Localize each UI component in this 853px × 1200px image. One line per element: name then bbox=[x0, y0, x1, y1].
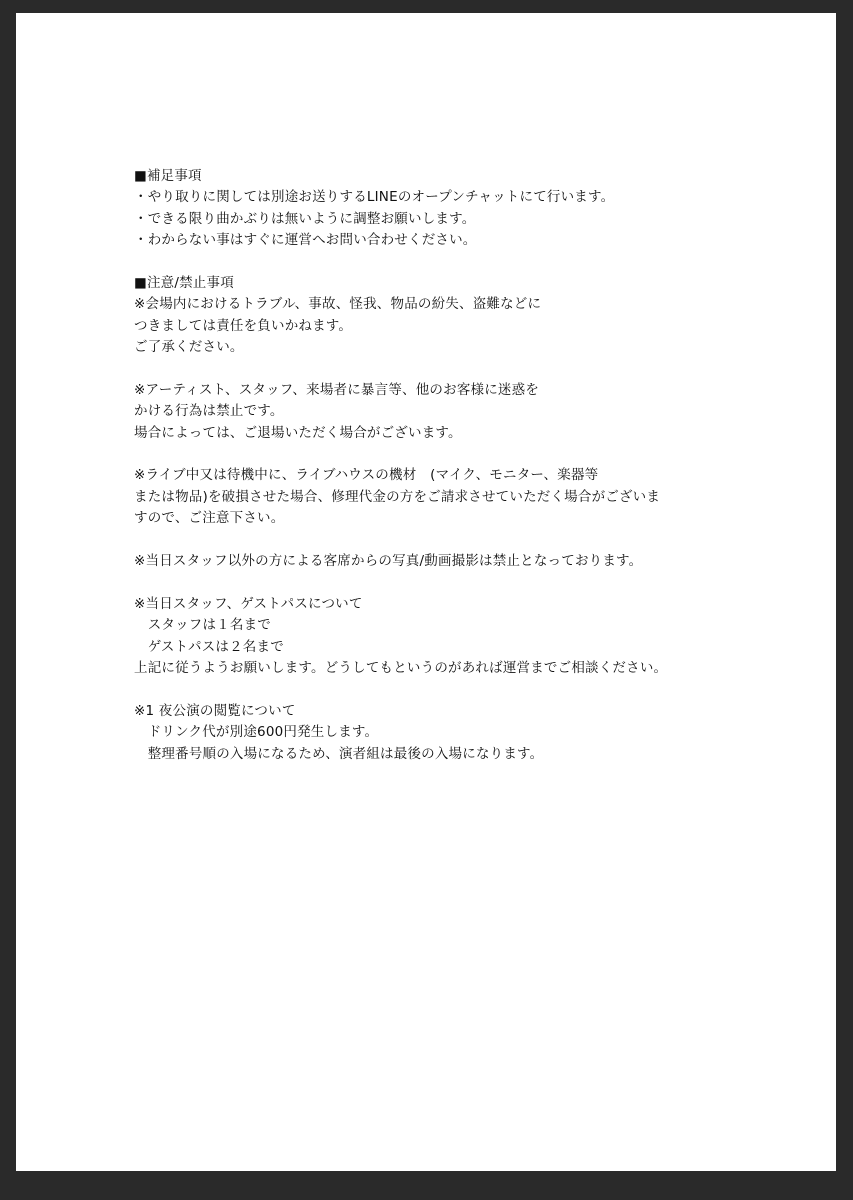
text-line: 場合によっては、ご退場いただく場合がございます。 bbox=[134, 424, 462, 441]
text-line: 整理番号順の入場になるため、演者組は最後の入場になります。 bbox=[134, 745, 544, 762]
spacer bbox=[134, 572, 824, 593]
text-line: ※当日スタッフ、ゲストパスについて bbox=[134, 595, 363, 612]
section-supplementary bbox=[134, 166, 824, 252]
text-line: または物品)を破損させた場合、修理代金の方をご請求させていただく場合がございま bbox=[134, 488, 661, 505]
text-line: ドリンク代が別途600円発生します。 bbox=[134, 724, 379, 741]
text-line: ・できる限り曲かぶりは無いように調整お願いします。 bbox=[134, 210, 476, 227]
text-line: ※ライブ中又は待機中に、ライブハウスの機材 (マイク、モニター、楽器等 bbox=[134, 467, 599, 484]
note-abuse bbox=[134, 380, 824, 444]
text-line: ・やり取りに関しては別途お送りするLINEのオープンチャットにて行います。 bbox=[134, 189, 615, 206]
spacer bbox=[134, 444, 824, 465]
text-line: ご了承ください。 bbox=[134, 339, 244, 356]
text-line: ※当日スタッフ以外の方による客席からの写真/動画撮影は禁止となっております。 bbox=[134, 553, 643, 570]
spacer bbox=[134, 679, 824, 700]
text-line: すので、ご注意下さい。 bbox=[134, 510, 285, 527]
text-line: つきましては責任を負いかねます。 bbox=[134, 317, 353, 334]
text-line: ※アーティスト、スタッフ、来場者に暴言等、他のお客様に迷惑を bbox=[134, 381, 540, 398]
text-line: ゲストパスは２名まで bbox=[134, 638, 284, 655]
text-line: かける行為は禁止です。 bbox=[134, 403, 284, 420]
document-page bbox=[16, 13, 836, 1171]
section-prohibited bbox=[134, 273, 824, 359]
note-night-show bbox=[134, 701, 824, 765]
section-heading: ■注意/禁止事項 bbox=[134, 274, 234, 291]
section-heading: ■補足事項 bbox=[134, 168, 202, 184]
note-staff-guest-pass bbox=[134, 594, 824, 680]
text-line: スタッフは１名まで bbox=[134, 617, 271, 634]
spacer bbox=[134, 252, 824, 273]
text-line: ※会場内におけるトラブル、事故、怪我、物品の紛失、盗難などに bbox=[134, 296, 542, 313]
note-photography bbox=[134, 551, 824, 572]
document-body bbox=[134, 166, 824, 765]
spacer bbox=[134, 530, 824, 551]
text-line: ・わからない事はすぐに運営へお問い合わせください。 bbox=[134, 232, 477, 249]
note-equipment-damage bbox=[134, 465, 824, 529]
text-line: 上記に従うようお願いします。どうしてもというのがあれば運営までご相談ください。 bbox=[134, 659, 668, 676]
spacer bbox=[134, 359, 824, 380]
text-line: ※1 夜公演の閲覧について bbox=[134, 702, 296, 719]
